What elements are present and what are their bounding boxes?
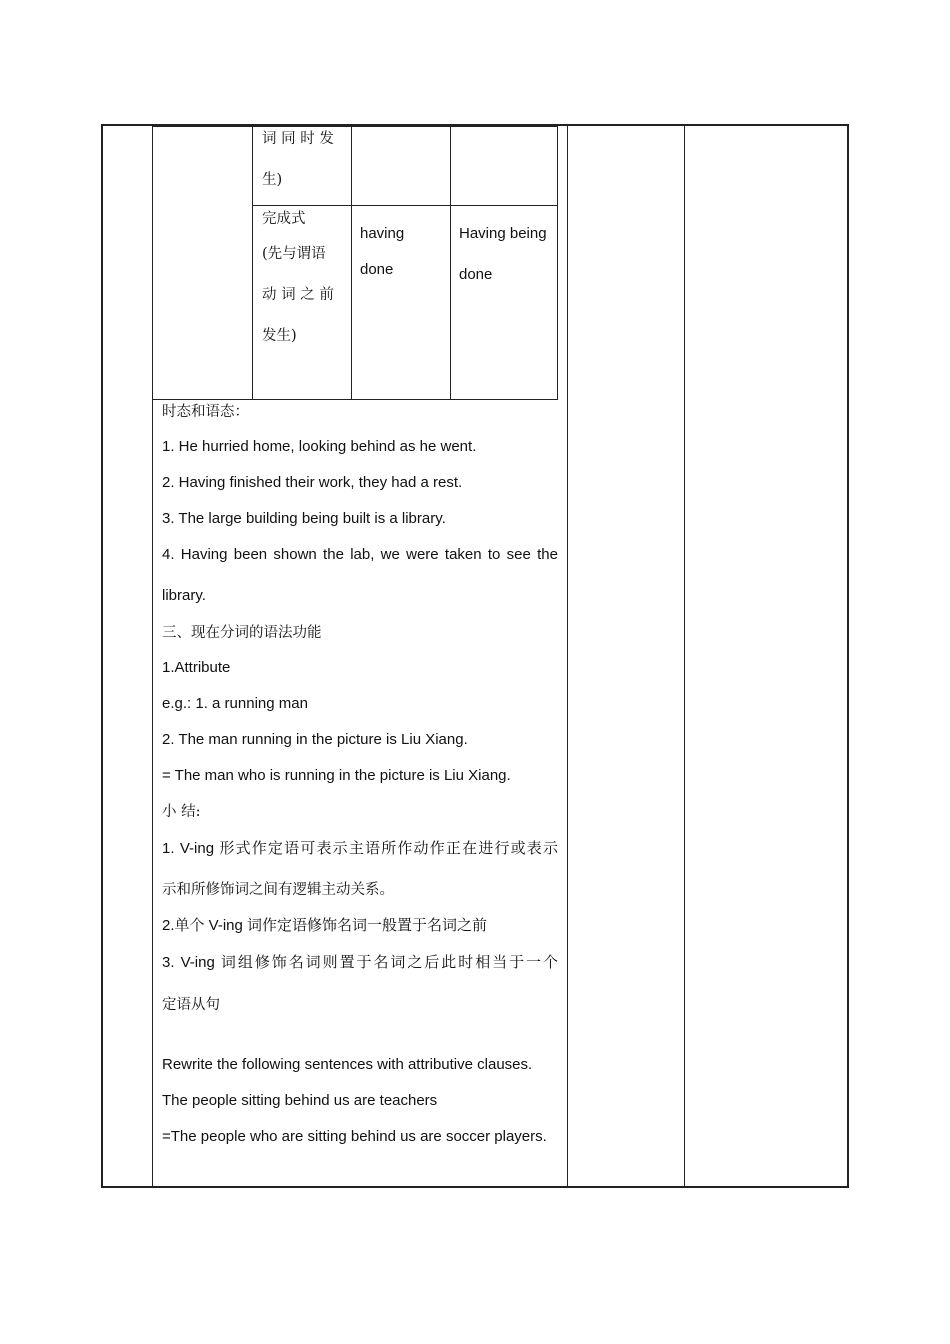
summary-2: 2.单个 V-ing 词作定语修饰名词一般置于名词之前 bbox=[162, 917, 488, 934]
row2-col3-line2: done bbox=[459, 266, 493, 283]
inner-row-divider bbox=[252, 205, 558, 206]
inner-top-border bbox=[152, 126, 558, 127]
heading-grammar-functions: 三、现在分词的语法功能 bbox=[162, 625, 322, 641]
example-3: 3. The large building being built is a library. bbox=[162, 510, 446, 527]
eg-line-2: 2. The man running in the picture is Liu Xiang. bbox=[162, 731, 468, 748]
summary-1-line1: 1. V-ing 形式作定语可表示主语所作动作正在进行或表示 bbox=[162, 840, 558, 857]
example-4-line2: library. bbox=[162, 587, 206, 604]
inner-col-divider-1 bbox=[252, 126, 253, 400]
row2-col2-line2: done bbox=[360, 261, 394, 278]
row2-col3-line1: Having being bbox=[459, 225, 547, 242]
row1-label-line2: 生) bbox=[262, 172, 283, 188]
rewrite-sentence-2: =The people who are sitting behind us are soccer players. bbox=[162, 1128, 547, 1145]
row2-col2-line1: having bbox=[360, 225, 405, 242]
example-1: 1. He hurried home, looking behind as he went. bbox=[162, 438, 477, 455]
rewrite-sentence-1: The people sitting behind us are teachers bbox=[162, 1092, 438, 1109]
outer-right-border bbox=[847, 124, 849, 1188]
example-4-line1: 4. Having been shown the lab, we were taken to see the bbox=[162, 546, 558, 563]
outer-col-divider-1 bbox=[152, 124, 153, 1188]
eg-line-3: = The man who is running in the picture is Liu Xiang. bbox=[162, 767, 511, 784]
row2-label-line2: (先与谓语 bbox=[262, 246, 326, 262]
heading-tense-voice: 时态和语态： bbox=[162, 404, 249, 420]
summary-3-line2: 定语从句 bbox=[162, 997, 220, 1013]
summary-3-line1: 3. V-ing 词组修饰名词则置于名词之后此时相当于一个 bbox=[162, 954, 558, 971]
inner-col-divider-2 bbox=[351, 126, 352, 400]
outer-col-divider-3 bbox=[684, 124, 685, 1188]
inner-col-divider-3 bbox=[450, 126, 451, 400]
outer-left-border bbox=[101, 124, 103, 1188]
rewrite-instruction: Rewrite the following sentences with attributive clauses. bbox=[162, 1056, 533, 1073]
outer-col-divider-2 bbox=[567, 124, 568, 1188]
outer-bottom-border bbox=[101, 1186, 849, 1188]
inner-bottom-border bbox=[152, 399, 558, 400]
attribute-heading: 1.Attribute bbox=[162, 659, 231, 676]
row2-label-line1: 完成式 bbox=[262, 211, 306, 227]
row2-label-line4: 发生) bbox=[262, 328, 297, 344]
summary-heading: 小 结: bbox=[162, 804, 201, 820]
row1-label-line1: 词 同 时 发 bbox=[262, 131, 334, 147]
row2-label-line3: 动 词 之 前 bbox=[262, 287, 334, 303]
summary-1-line2: 示和所修饰词之间有逻辑主动关系。 bbox=[162, 882, 394, 898]
eg-line-1: e.g.: 1. a running man bbox=[162, 695, 308, 712]
example-2: 2. Having finished their work, they had a rest. bbox=[162, 474, 463, 491]
inner-right-border bbox=[557, 126, 558, 400]
